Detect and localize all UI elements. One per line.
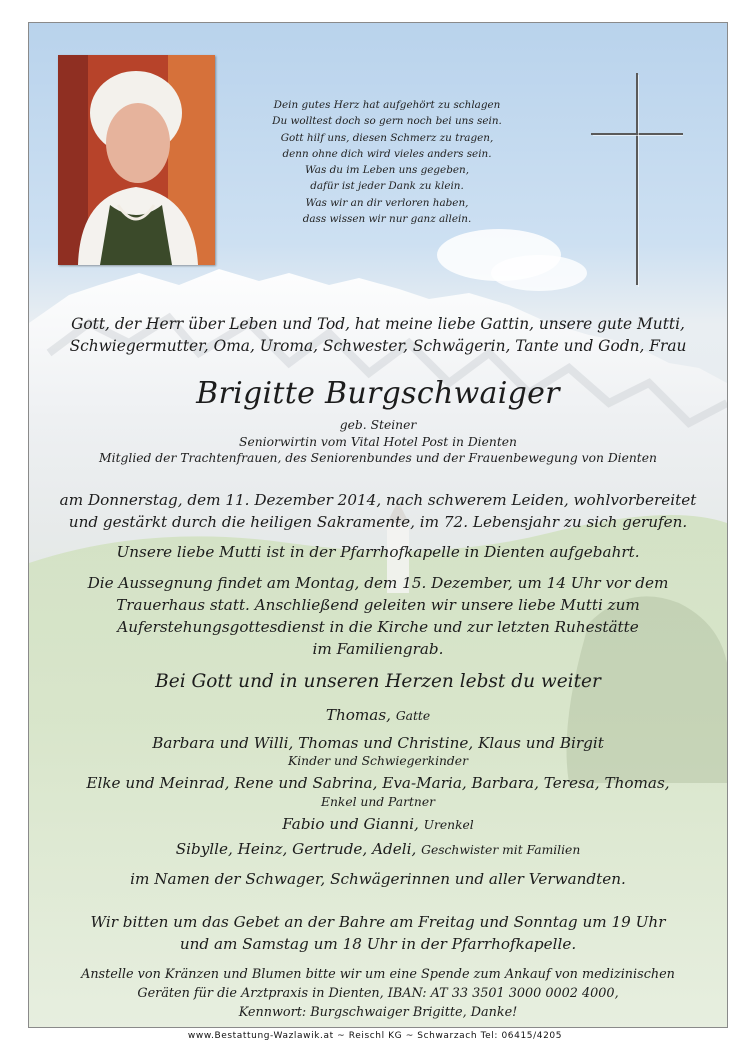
poem-line: dass wissen wir nur ganz allein.	[302, 213, 472, 226]
birth-name: geb. Steiner	[339, 418, 417, 432]
prayer-notice	[29, 911, 727, 955]
prayer-line: Wir bitten um das Gebet an der Bahre am Freitag und Sonntag um 19 Uhr	[90, 913, 666, 931]
funeral-line: Auferstehungsgottesdienst in die Kirche und zur letzten Ruhestätte	[117, 618, 639, 636]
poem-line: dafür ist jeder Dank zu klein.	[310, 180, 464, 193]
funeral-home-footer: www.Bestattung-Wazlawik.at ~ Reischl KG ~ Schwarzach Tel: 06415/4205	[187, 1031, 563, 1041]
grandchildren-relation: Enkel und Partner	[320, 794, 436, 809]
portrait-image	[58, 55, 215, 265]
mourner-children: Barbara und Willi, Thomas und Christine, Klaus und Birgit	[152, 733, 604, 752]
mourner-siblings	[29, 839, 727, 861]
memorial-poem	[251, 97, 523, 227]
intro-line: Schwiegermutter, Oma, Uroma, Schwester, Schwägerin, Tante und Godn, Frau	[69, 337, 687, 355]
portrait-photo	[58, 55, 215, 265]
funeral-notice	[29, 572, 727, 660]
donation-line: Geräten für die Arztpraxis in Dienten, IBAN: AT 33 3501 3000 0002 4000,	[137, 986, 619, 1001]
siblings-relation: Geschwister mit Familien	[421, 843, 581, 857]
donation-notice	[29, 965, 727, 1022]
funeral-line: Trauerhaus statt. Anschließend geleiten wir unsere liebe Mutti zum	[116, 596, 640, 614]
poem-line: Gott hilf uns, diesen Schmerz zu tragen,	[280, 131, 494, 144]
intro-line: Gott, der Herr über Leben und Tod, hat meine liebe Gattin, unsere gute Mutti,	[71, 315, 685, 333]
deceased-name: Brigitte Burgschwaiger	[196, 376, 560, 411]
husband-name: Thomas,	[325, 706, 391, 724]
prayer-line: und am Samstag um 18 Uhr in der Pfarrhofkapelle.	[179, 935, 577, 953]
donation-line: Kennwort: Burgschwaiger Brigitte, Danke!	[238, 1005, 518, 1020]
laid-out-notice: Unsere liebe Mutti ist in der Pfarrhofkapelle in Dienten aufgebahrt.	[116, 543, 640, 561]
cross-icon	[591, 73, 683, 288]
mourners-list	[29, 705, 727, 889]
mourner-great-grandchildren	[29, 814, 727, 836]
funeral-line: Die Aussegnung findet am Montag, dem 15. Dezember, um 14 Uhr vor dem	[87, 574, 669, 592]
death-notice-line: und gestärkt durch die heiligen Sakramente, im 72. Lebensjahr zu sich gerufen.	[68, 513, 688, 531]
mourner-husband	[29, 705, 727, 727]
funeral-line: im Familiengrab.	[312, 640, 444, 658]
donation-line: Anstelle von Kränzen und Blumen bitte wir um eine Spende zum Ankauf von medizinischen	[81, 967, 675, 982]
deceased-details	[29, 417, 727, 467]
deceased-role: Seniorwirtin vom Vital Hotel Post in Dienten	[239, 434, 517, 449]
obituary-sheet	[28, 22, 728, 1028]
poem-line: Was du im Leben uns gegeben,	[305, 164, 469, 177]
death-notice	[29, 489, 727, 533]
intro-text	[29, 313, 727, 357]
children-relation: Kinder und Schwiegerkinder	[288, 754, 468, 768]
memorial-motto: Bei Gott und in unseren Herzen lebst du weiter	[155, 671, 601, 692]
great-grandchildren-relation: Urenkel	[423, 817, 474, 832]
poem-line: Was wir an dir verloren haben,	[305, 196, 469, 209]
death-notice-line: am Donnerstag, dem 11. Dezember 2014, nach schwerem Leiden, wohlvorbereitet	[59, 491, 697, 509]
mourner-relatives: im Namen der Schwager, Schwägerinnen und aller Verwandten.	[130, 869, 626, 888]
great-grandchildren-names: Fabio und Gianni,	[282, 814, 419, 833]
poem-line: denn ohne dich wird vieles anders sein.	[282, 147, 492, 160]
husband-relation: Gatte	[395, 709, 431, 723]
siblings-names: Sibylle, Heinz, Gertrude, Adeli,	[175, 840, 417, 858]
poem-line: Dein gutes Herz hat aufgehört zu schlagen	[273, 99, 501, 111]
memberships: Mitglied der Trachtenfrauen, des Seniorenbundes und der Frauenbewegung von Dienten	[99, 451, 657, 465]
mourner-grandchildren: Elke und Meinrad, Rene und Sabrina, Eva-Maria, Barbara, Teresa, Thomas,	[86, 774, 670, 792]
poem-line: Du wolltest doch so gern noch bei uns sein.	[272, 115, 502, 128]
